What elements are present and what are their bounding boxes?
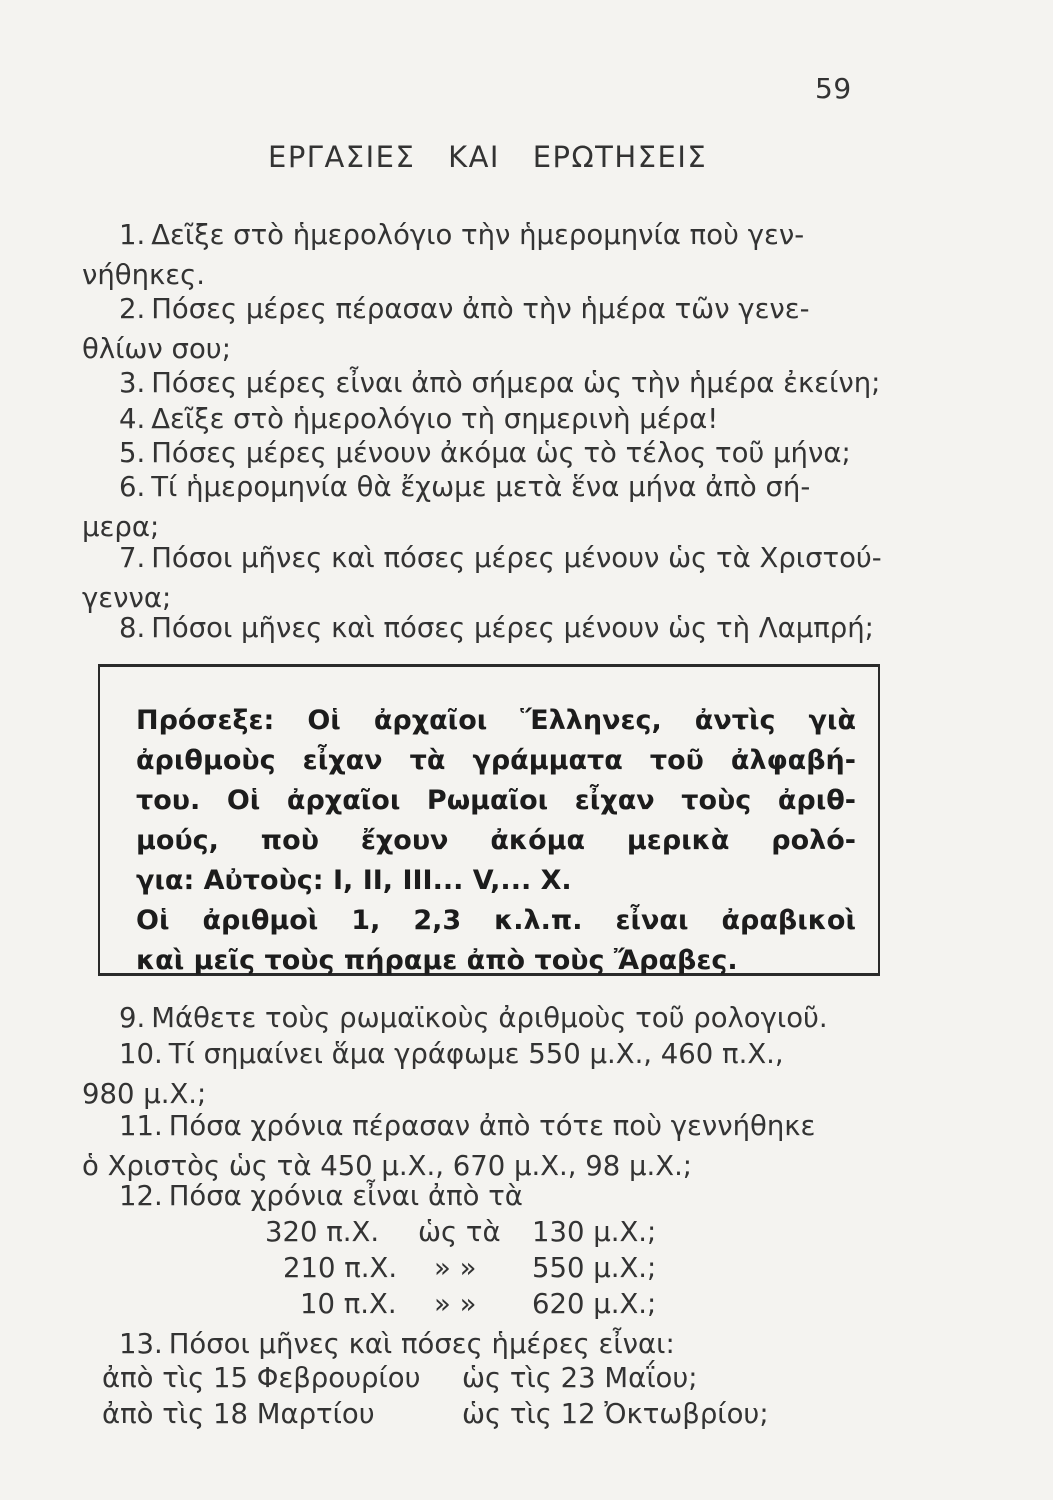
note-box	[98, 664, 880, 976]
exercise-text: Πόσοι μῆνες καὶ πόσες μέρες μένουν ὡς τὰ Χριστού-	[151, 542, 882, 574]
exercise-text: Πόσα χρόνια εἶναι ἀπὸ τὰ	[168, 1180, 523, 1212]
exercise-text: Πόσοι μῆνες καὶ πόσες μέρες μένουν ὡς τὴ Λαμπρή;	[151, 612, 874, 644]
exercise-number: 2.	[119, 293, 146, 325]
page-title	[268, 140, 729, 174]
exercise-text: Πόσες μέρες εἶναι ἀπὸ σήμερα ὡς τὴν ἡμέρα ἐκείνη;	[151, 367, 881, 399]
exercise-number: 10.	[119, 1038, 163, 1070]
note-line: μούς, ποὺ ἔχουν ἀκόμα μερικὰ ρολό-	[136, 825, 856, 856]
year-separator: ὡς τὰ	[418, 1216, 501, 1248]
exercise-number: 1.	[119, 219, 146, 251]
exercise-number: 7.	[119, 542, 146, 574]
heading-word-3: ΕΡΩΤΗΣΕΙΣ	[532, 140, 708, 174]
exercise-text: 980 μ.Χ.;	[82, 1078, 207, 1110]
note-line: για: Αὐτοὺς: I, II, III... V,... X.	[136, 865, 572, 896]
exercise-text: Τί ἡμερομηνία θὰ ἔχωμε μετὰ ἕνα μήνα ἀπὸ σή-	[151, 471, 811, 503]
year-from: 320 π.Χ.	[265, 1216, 380, 1248]
exercise-number: 6.	[119, 471, 146, 503]
exercise-number: 13.	[119, 1328, 163, 1360]
exercise-number: 11.	[119, 1110, 163, 1142]
year-separator: » »	[434, 1252, 477, 1284]
year-to: 130 μ.Χ.;	[532, 1216, 657, 1248]
note-text	[136, 701, 856, 981]
exercise-text: θλίων σου;	[82, 333, 231, 365]
exercise-13	[82, 1324, 890, 1364]
exercise-2	[82, 289, 890, 369]
exercise-text: ὁ Χριστὸς ὡς τὰ 450 μ.Χ., 670 μ.Χ., 98 μ.Χ.;	[82, 1150, 693, 1182]
exercise-text: Δεῖξε στὸ ἡμερολόγιο τὴ σημερινὴ μέρα!	[151, 403, 719, 435]
exercise-number: 12.	[119, 1180, 163, 1212]
exercise-text: Πόσα χρόνια πέρασαν ἀπὸ τότε ποὺ γεννήθηκε	[168, 1110, 816, 1142]
year-to: 550 μ.Χ.;	[532, 1252, 657, 1284]
note-line: καὶ μεῖς τοὺς πήραμε ἀπὸ τοὺς Ἄραβες.	[136, 945, 738, 976]
heading-word-1: ΕΡΓΑΣΙΕΣ	[268, 140, 416, 174]
exercise-text: Πόσες μέρες μένουν ἀκόμα ὡς τὸ τέλος τοῦ μήνα;	[151, 437, 851, 469]
exercise-text: γεννα;	[82, 582, 172, 614]
exercise-text: Μάθετε τοὺς ρωμαϊκοὺς ἀριθμοὺς τοῦ ρολογιοῦ.	[151, 1002, 828, 1034]
range-to: ὡς τὶς 12 Ὀκτωβρίου;	[462, 1398, 769, 1430]
exercise-number: 9.	[119, 1002, 146, 1034]
exercise-text: Πόσοι μῆνες καὶ πόσες ἡμέρες εἶναι:	[168, 1328, 675, 1360]
exercise-10	[82, 1034, 890, 1114]
note-line: Οἱ ἀριθμοὶ 1, 2,3 κ.λ.π. εἶναι ἀραβικοὶ	[136, 905, 856, 936]
exercise-8	[82, 608, 890, 648]
range-from: ἀπὸ τὶς 15 Φεβρουρίου	[102, 1362, 421, 1394]
range-to: ὡς τὶς 23 Μαΐου;	[462, 1362, 698, 1394]
exercise-7	[82, 538, 890, 618]
exercise-number: 5.	[119, 437, 146, 469]
year-separator: » »	[434, 1288, 477, 1320]
range-from: ἀπὸ τὶς 18 Μαρτίου	[102, 1398, 375, 1430]
exercise-number: 3.	[119, 367, 146, 399]
exercise-12	[82, 1176, 890, 1216]
exercise-9	[82, 998, 890, 1038]
exercise-text: μερα;	[82, 511, 160, 543]
note-line: ἀριθμοὺς εἶχαν τὰ γράμματα τοῦ ἀλφαβή-	[136, 745, 856, 776]
exercise-number: 4.	[119, 403, 146, 435]
exercise-text: Τί σημαίνει ἅμα γράφωμε 550 μ.Χ., 460 π.Χ.,	[168, 1038, 784, 1070]
exercise-text: Πόσες μέρες πέρασαν ἀπὸ τὴν ἡμέρα τῶν γενε-	[151, 293, 810, 325]
note-line: Πρόσεξε: Οἱ ἀρχαῖοι Ἕλληνες, ἀντὶς γιὰ	[136, 705, 856, 736]
year-from: 10 π.Χ.	[300, 1288, 397, 1320]
page-number: 59	[815, 72, 852, 105]
exercise-text: νήθηκες.	[82, 259, 205, 291]
exercise-6	[82, 467, 890, 547]
year-to: 620 μ.Χ.;	[532, 1288, 657, 1320]
note-line: του. Οἱ ἀρχαῖοι Ρωμαῖοι εἶχαν τοὺς ἀριθ-	[136, 785, 856, 816]
year-from: 210 π.Χ.	[283, 1252, 398, 1284]
exercise-1	[82, 215, 890, 295]
exercise-text: Δεῖξε στὸ ἡμερολόγιο τὴν ἡμερομηνία ποὺ γεν-	[151, 219, 805, 251]
exercise-number: 8.	[119, 612, 146, 644]
heading-word-2: ΚΑΙ	[448, 140, 500, 174]
exercise-11	[82, 1106, 890, 1186]
exercise-3	[82, 363, 890, 403]
